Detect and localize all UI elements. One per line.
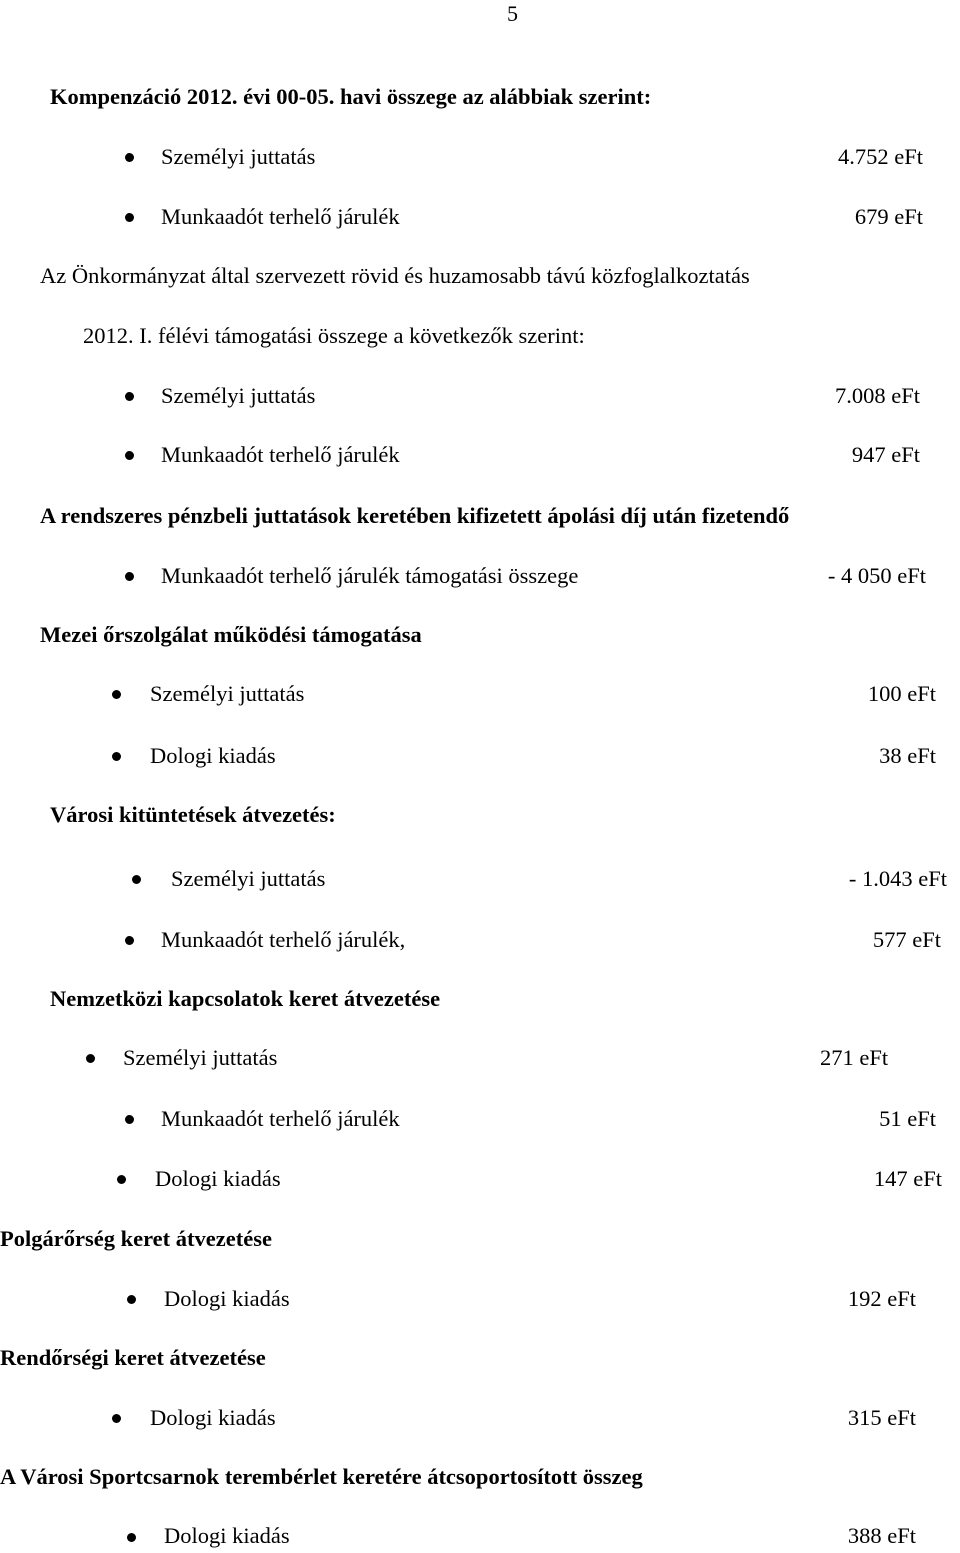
item-label: Dologi kiadás <box>155 1166 281 1191</box>
bullet-icon <box>125 1115 134 1124</box>
bullet-icon <box>127 1533 136 1542</box>
item-amount: 51 eFt <box>879 1106 936 1131</box>
bullet-icon <box>112 1414 121 1423</box>
item-label: Személyi juttatás <box>161 383 316 408</box>
section-heading-kozfoglalkoztatas: Az Önkormányzat által szervezett rövid és huzamosabb távú közfoglalkoztatás <box>40 263 750 288</box>
item-amount: 679 eFt <box>854 204 923 229</box>
item-amount: 4.752 eFt <box>837 144 923 169</box>
item-amount: 38 eFt <box>879 743 936 768</box>
item-amount: - 1.043 eFt <box>848 866 947 891</box>
section-heading-varosi-kituntetesek: Városi kitüntetések átvezetés: <box>50 802 336 827</box>
item-amount: 100 eFt <box>867 681 936 706</box>
section-heading-apolasi-dij: A rendszeres pénzbeli juttatások keretében kifizetett ápolási díj után fizetendő <box>40 503 790 528</box>
item-label: Munkaadót terhelő járulék támogatási összege <box>161 563 579 588</box>
item-amount: - 4 050 eFt <box>827 563 926 588</box>
page-number: 5 <box>507 1 518 26</box>
bullet-icon <box>112 752 121 761</box>
item-label: Dologi kiadás <box>164 1286 290 1311</box>
bullet-icon <box>86 1054 95 1063</box>
bullet-icon <box>112 690 121 699</box>
bullet-icon <box>117 1175 126 1184</box>
section-heading-mezei-orszolgalat: Mezei őrszolgálat működési támogatása <box>40 622 422 647</box>
item-label: Dologi kiadás <box>150 1405 276 1430</box>
section-heading-kompenzacio: Kompenzáció 2012. évi 00-05. havi összege az alábbiak szerint: <box>50 84 652 109</box>
bullet-icon <box>127 1295 136 1304</box>
item-amount: 315 eFt <box>847 1405 916 1430</box>
bullet-icon <box>132 875 141 884</box>
item-amount: 577 eFt <box>872 927 941 952</box>
bullet-icon <box>125 392 134 401</box>
item-amount: 192 eFt <box>847 1286 916 1311</box>
item-amount: 947 eFt <box>851 442 920 467</box>
bullet-icon <box>125 153 134 162</box>
item-label: Munkaadót terhelő járulék <box>161 1106 400 1131</box>
section-heading-nemzetkozi-kapcsolatok: Nemzetközi kapcsolatok keret átvezetése <box>50 986 441 1011</box>
item-label: Dologi kiadás <box>150 743 276 768</box>
item-label: Személyi juttatás <box>171 866 326 891</box>
item-label: Munkaadót terhelő járulék, <box>161 927 406 952</box>
item-label: Személyi juttatás <box>150 681 305 706</box>
item-label: Munkaadót terhelő járulék <box>161 204 400 229</box>
section-heading-rendorsegi: Rendőrségi keret átvezetése <box>0 1345 266 1370</box>
item-label: Személyi juttatás <box>123 1045 278 1070</box>
item-label: Munkaadót terhelő járulék <box>161 442 400 467</box>
item-amount: 7.008 eFt <box>834 383 920 408</box>
section-heading-sportcsarnok: A Városi Sportcsarnok terembérlet keretére átcsoportosított összeg <box>0 1464 643 1489</box>
bullet-icon <box>125 451 134 460</box>
section-heading-polgarorseg: Polgárőrség keret átvezetése <box>0 1226 272 1251</box>
bullet-icon <box>125 213 134 222</box>
bullet-icon <box>125 936 134 945</box>
item-label: Személyi juttatás <box>161 144 316 169</box>
item-label: Dologi kiadás <box>164 1523 290 1548</box>
item-amount: 388 eFt <box>847 1523 916 1548</box>
bullet-icon <box>125 572 134 581</box>
section-subheading: 2012. I. félévi támogatási összege a következők szerint: <box>83 323 585 348</box>
item-amount: 271 eFt <box>820 1045 889 1070</box>
item-amount: 147 eFt <box>873 1166 942 1191</box>
